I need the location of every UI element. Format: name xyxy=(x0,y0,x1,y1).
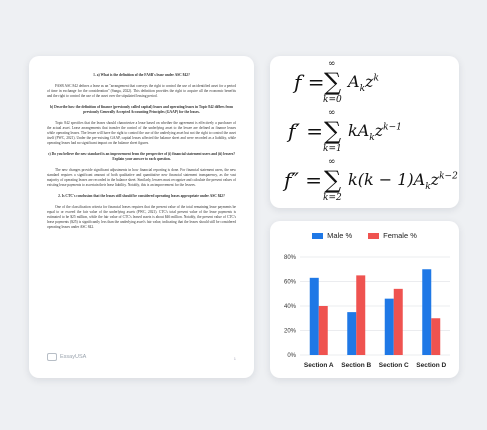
essay-document-card xyxy=(29,56,254,378)
bar-chart xyxy=(270,221,459,378)
formula-f-prime xyxy=(270,106,459,156)
sum-symbol: ∑ xyxy=(324,68,342,96)
formula-body: $k(k - 1)A_kz^{k-2}$ xyxy=(348,170,458,193)
legend-label-male: Male % xyxy=(327,231,353,240)
bar-female xyxy=(431,318,440,355)
legend-label-female: Female % xyxy=(383,231,417,240)
question-1a: 1. a) What is the definition of the FASB's lease under ASC 842? xyxy=(93,73,190,77)
answer-2: One of the classification criteria for financial leases requires that the present value of the total remaining lease payments be equal to or exceed the fair value of the underlying assets (PWC, 2021). CTC's total present value of the lease payments is estimated to be $25 million, while the fair value of CTC's leased assets is about $46 million. Notably, the present value of CTC's lease payments ($25) is significantly less than the underlying asset's fair value, indicating that the leases should still be considered operating leases under ASC 842. xyxy=(47,205,236,229)
logo-text: EssayUSA xyxy=(60,354,87,360)
essay-logo xyxy=(47,353,86,361)
answer-1c: The new changes provide significant adjustments in how financial reporting is done. For financial statement users, the new standard requires a significant amount of both qualitative and quantitative new financial statement transparency, as the vast majority of operating leases are recorded in the balance sheet. Similarly, lessees must recognize and calculate the present values of existing lease payments to ascertain their lease liability. Notably, this is an improvement for the lessees. xyxy=(47,168,236,187)
formula-f-double-prime xyxy=(270,156,459,206)
logo-icon xyxy=(47,353,57,361)
page-number: 1 xyxy=(233,356,236,361)
answer-1b: Topic 842 specifies that the leases should characterize a lease based on whether the agreement is effectively a purchaser of the actual asset. Lease arrangements that transfer the control of the underlying asset to the lessee are defined as finance leases while operating leases. The lessee will have the right to control the use of the underlying asset but not the right to control the asset itself (PWC, 2021). Under the pre-existing GAAP, capital leases affected the balance sheet and were recorded as a liability, while operating leases had no significant impact on the balance sheet figures. xyxy=(47,121,236,145)
formula-lhs: f″ = xyxy=(284,168,322,192)
x-tick-label: Section B xyxy=(341,362,372,369)
bar-female xyxy=(319,306,328,355)
formula-body: $kA_kz^{k-1}$ xyxy=(348,121,402,144)
y-tick-label: 60% xyxy=(283,279,296,286)
y-tick-label: 80% xyxy=(283,255,296,261)
y-tick-label: 20% xyxy=(283,328,296,335)
sum-symbol: ∑ xyxy=(324,117,342,145)
formula-lhs: f′ = xyxy=(288,119,324,143)
y-tick-label: 40% xyxy=(283,304,296,310)
formula-f xyxy=(270,56,459,106)
essay-body xyxy=(29,56,254,230)
question-1c: c) Do you believe the new standard is an improvement from the perspective of (i) financial statement users and (ii) lessees? Explain your answer to each question. xyxy=(47,152,236,161)
sum-upper-limit: ∞ xyxy=(328,157,336,167)
bar-female xyxy=(394,289,403,355)
answer-1a: FASB ASC 842 defines a lease as an "arrangement that conveys the right to control the use of an identified asset for a period of time in exchange for the consideration" (Sanga, 2022). This definition provides the right to acquire all the economic benefits and the right to control the use of the asset over the stipulated leasing period. xyxy=(47,84,236,98)
formula-card xyxy=(270,56,459,208)
formula-lhs: f = xyxy=(294,70,325,94)
formula-body: $A_kz^k$ xyxy=(348,72,379,95)
sum-lower-limit: k=2 xyxy=(323,193,342,203)
bar-female xyxy=(356,275,365,355)
x-tick-label: Section C xyxy=(378,362,409,369)
x-tick-label: Section A xyxy=(303,362,334,369)
question-2: 2. Is CTC's conclusion that the leases still should be considered operating leases appropriate under ASC 842? xyxy=(58,194,225,198)
bar-male xyxy=(347,312,356,355)
bar-male xyxy=(385,299,394,355)
sum-lower-limit: k=1 xyxy=(323,144,342,154)
question-1b: b) Describe how the definition of finance (previously called capital) leases and operating leases in Topic 842 differs from previously Generally Accepted Accounting Principles (GAAP) for the leases. xyxy=(50,105,233,114)
y-tick-label: 0% xyxy=(287,353,296,359)
sum-symbol: ∑ xyxy=(324,166,342,194)
sum-upper-limit: ∞ xyxy=(328,108,336,118)
x-tick-label: Section D xyxy=(416,362,447,369)
bar-male xyxy=(422,269,431,355)
bar-male xyxy=(310,278,319,355)
sum-lower-limit: k=0 xyxy=(323,95,342,105)
sum-upper-limit: ∞ xyxy=(328,59,336,69)
bar-chart-card xyxy=(270,221,459,378)
